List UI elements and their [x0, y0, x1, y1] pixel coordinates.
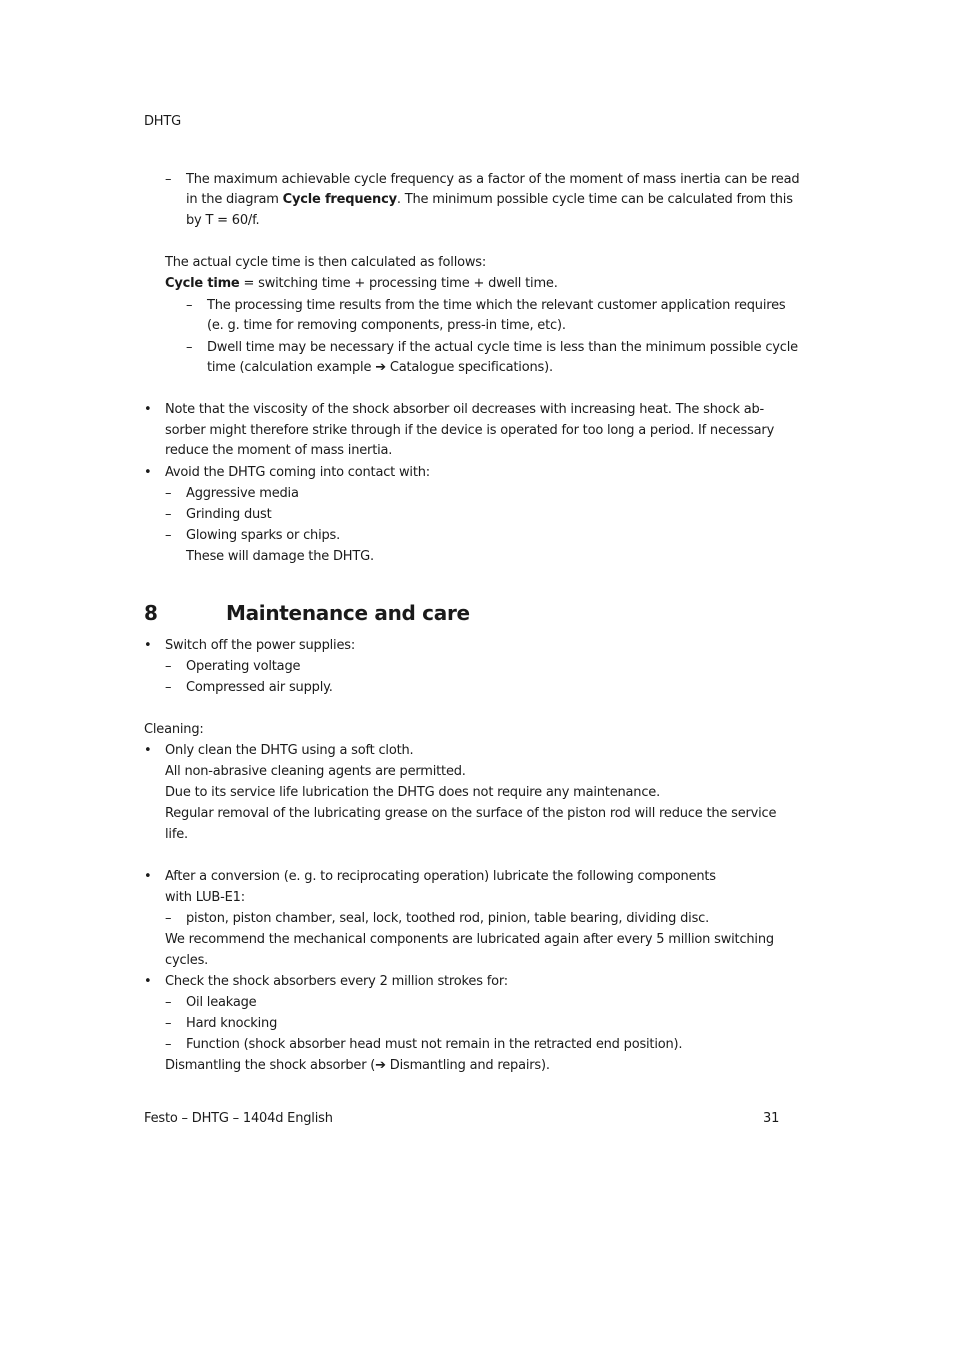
- list-item: Grinding dust: [186, 507, 272, 522]
- page-number: 31: [763, 1111, 780, 1126]
- list-item: Oil leakage: [186, 995, 257, 1010]
- dash-marker: –: [165, 680, 172, 695]
- arrow-right-icon: ➔: [375, 360, 386, 375]
- viscosity-line-2: sorber might therefore strike through if the device is operated for too long a period. If necessary: [165, 423, 775, 438]
- dash-marker: –: [186, 340, 193, 355]
- bullet-marker: •: [144, 638, 152, 653]
- power-intro: Switch off the power supplies:: [165, 638, 356, 653]
- footer-left: Festo – DHTG – 1404d English: [144, 1111, 333, 1126]
- dwell-line-1: Dwell time may be necessary if the actual cycle time is less than the minimum possible cycle: [207, 340, 798, 355]
- list-item: Aggressive media: [186, 486, 299, 501]
- bullet-marker: •: [144, 974, 152, 989]
- dismantle-line: Dismantling the shock absorber (➔ Dismantling and repairs).: [165, 1058, 550, 1073]
- running-header: DHTG: [144, 114, 182, 129]
- conversion-line-4: cycles.: [165, 953, 209, 968]
- viscosity-line-3: reduce the moment of mass inertia.: [165, 443, 393, 458]
- intro-line-3: by T = 60/f.: [186, 213, 260, 228]
- list-item: Compressed air supply.: [186, 680, 333, 695]
- processing-line-2: (e. g. time for removing components, press-in time, etc).: [207, 318, 566, 333]
- bullet-marker: •: [144, 465, 152, 480]
- conversion-line-1: After a conversion (e. g. to reciprocating operation) lubricate the following components: [165, 869, 716, 884]
- dwell-line-2: time (calculation example ➔ Catalogue specifications).: [207, 360, 553, 375]
- cycle-formula: Cycle time = switching time + processing time + dwell time.: [165, 276, 558, 291]
- shock-intro: Check the shock absorbers every 2 million strokes for:: [165, 974, 508, 989]
- clean-line-5: life.: [165, 827, 188, 842]
- dash-marker: –: [165, 659, 172, 674]
- avoid-intro: Avoid the DHTG coming into contact with:: [165, 465, 430, 480]
- section-title: Maintenance and care: [226, 601, 470, 625]
- list-item: piston, piston chamber, seal, lock, toothed rod, pinion, table bearing, dividing disc.: [186, 911, 710, 926]
- intro-line-1: The maximum achievable cycle frequency as a factor of the moment of mass inertia can be read: [186, 172, 800, 187]
- dash-marker: –: [165, 911, 172, 926]
- cleaning-label: Cleaning:: [144, 722, 204, 737]
- avoid-note: These will damage the DHTG.: [186, 549, 374, 564]
- clean-line-3: Due to its service life lubrication the DHTG does not require any maintenance.: [165, 785, 661, 800]
- bullet-marker: •: [144, 402, 152, 417]
- bullet-marker: •: [144, 869, 152, 884]
- viscosity-line-1: Note that the viscosity of the shock absorber oil decreases with increasing heat. The shock ab-: [165, 402, 765, 417]
- conversion-line-2: with LUB-E1:: [165, 890, 245, 905]
- intro-line-2: in the diagram Cycle frequency. The minimum possible cycle time can be calculated from this: [186, 192, 793, 207]
- list-item: Glowing sparks or chips.: [186, 528, 341, 543]
- dash-marker: –: [165, 528, 172, 543]
- list-item: Operating voltage: [186, 659, 301, 674]
- dash-marker: –: [165, 995, 172, 1010]
- processing-line-1: The processing time results from the time which the relevant customer application requires: [207, 298, 786, 313]
- dash-marker: –: [165, 172, 172, 187]
- arrow-right-icon: ➔: [375, 1058, 386, 1073]
- diagram-name: Cycle frequency: [282, 192, 397, 207]
- list-item: Function (shock absorber head must not remain in the retracted end position).: [186, 1037, 683, 1052]
- dash-marker: –: [165, 486, 172, 501]
- section-number: 8: [144, 601, 158, 625]
- list-item: Hard knocking: [186, 1016, 278, 1031]
- cycle-intro: The actual cycle time is then calculated as follows:: [165, 255, 487, 270]
- clean-line-2: All non-abrasive cleaning agents are permitted.: [165, 764, 466, 779]
- dash-marker: –: [165, 1037, 172, 1052]
- bullet-marker: •: [144, 743, 152, 758]
- clean-line-1: Only clean the DHTG using a soft cloth.: [165, 743, 414, 758]
- conversion-line-3: We recommend the mechanical components are lubricated again after every 5 million switching: [165, 932, 774, 947]
- clean-line-4: Regular removal of the lubricating grease on the surface of the piston rod will reduce the service: [165, 806, 777, 821]
- dash-marker: –: [165, 507, 172, 522]
- dash-marker: –: [186, 298, 193, 313]
- dash-marker: –: [165, 1016, 172, 1031]
